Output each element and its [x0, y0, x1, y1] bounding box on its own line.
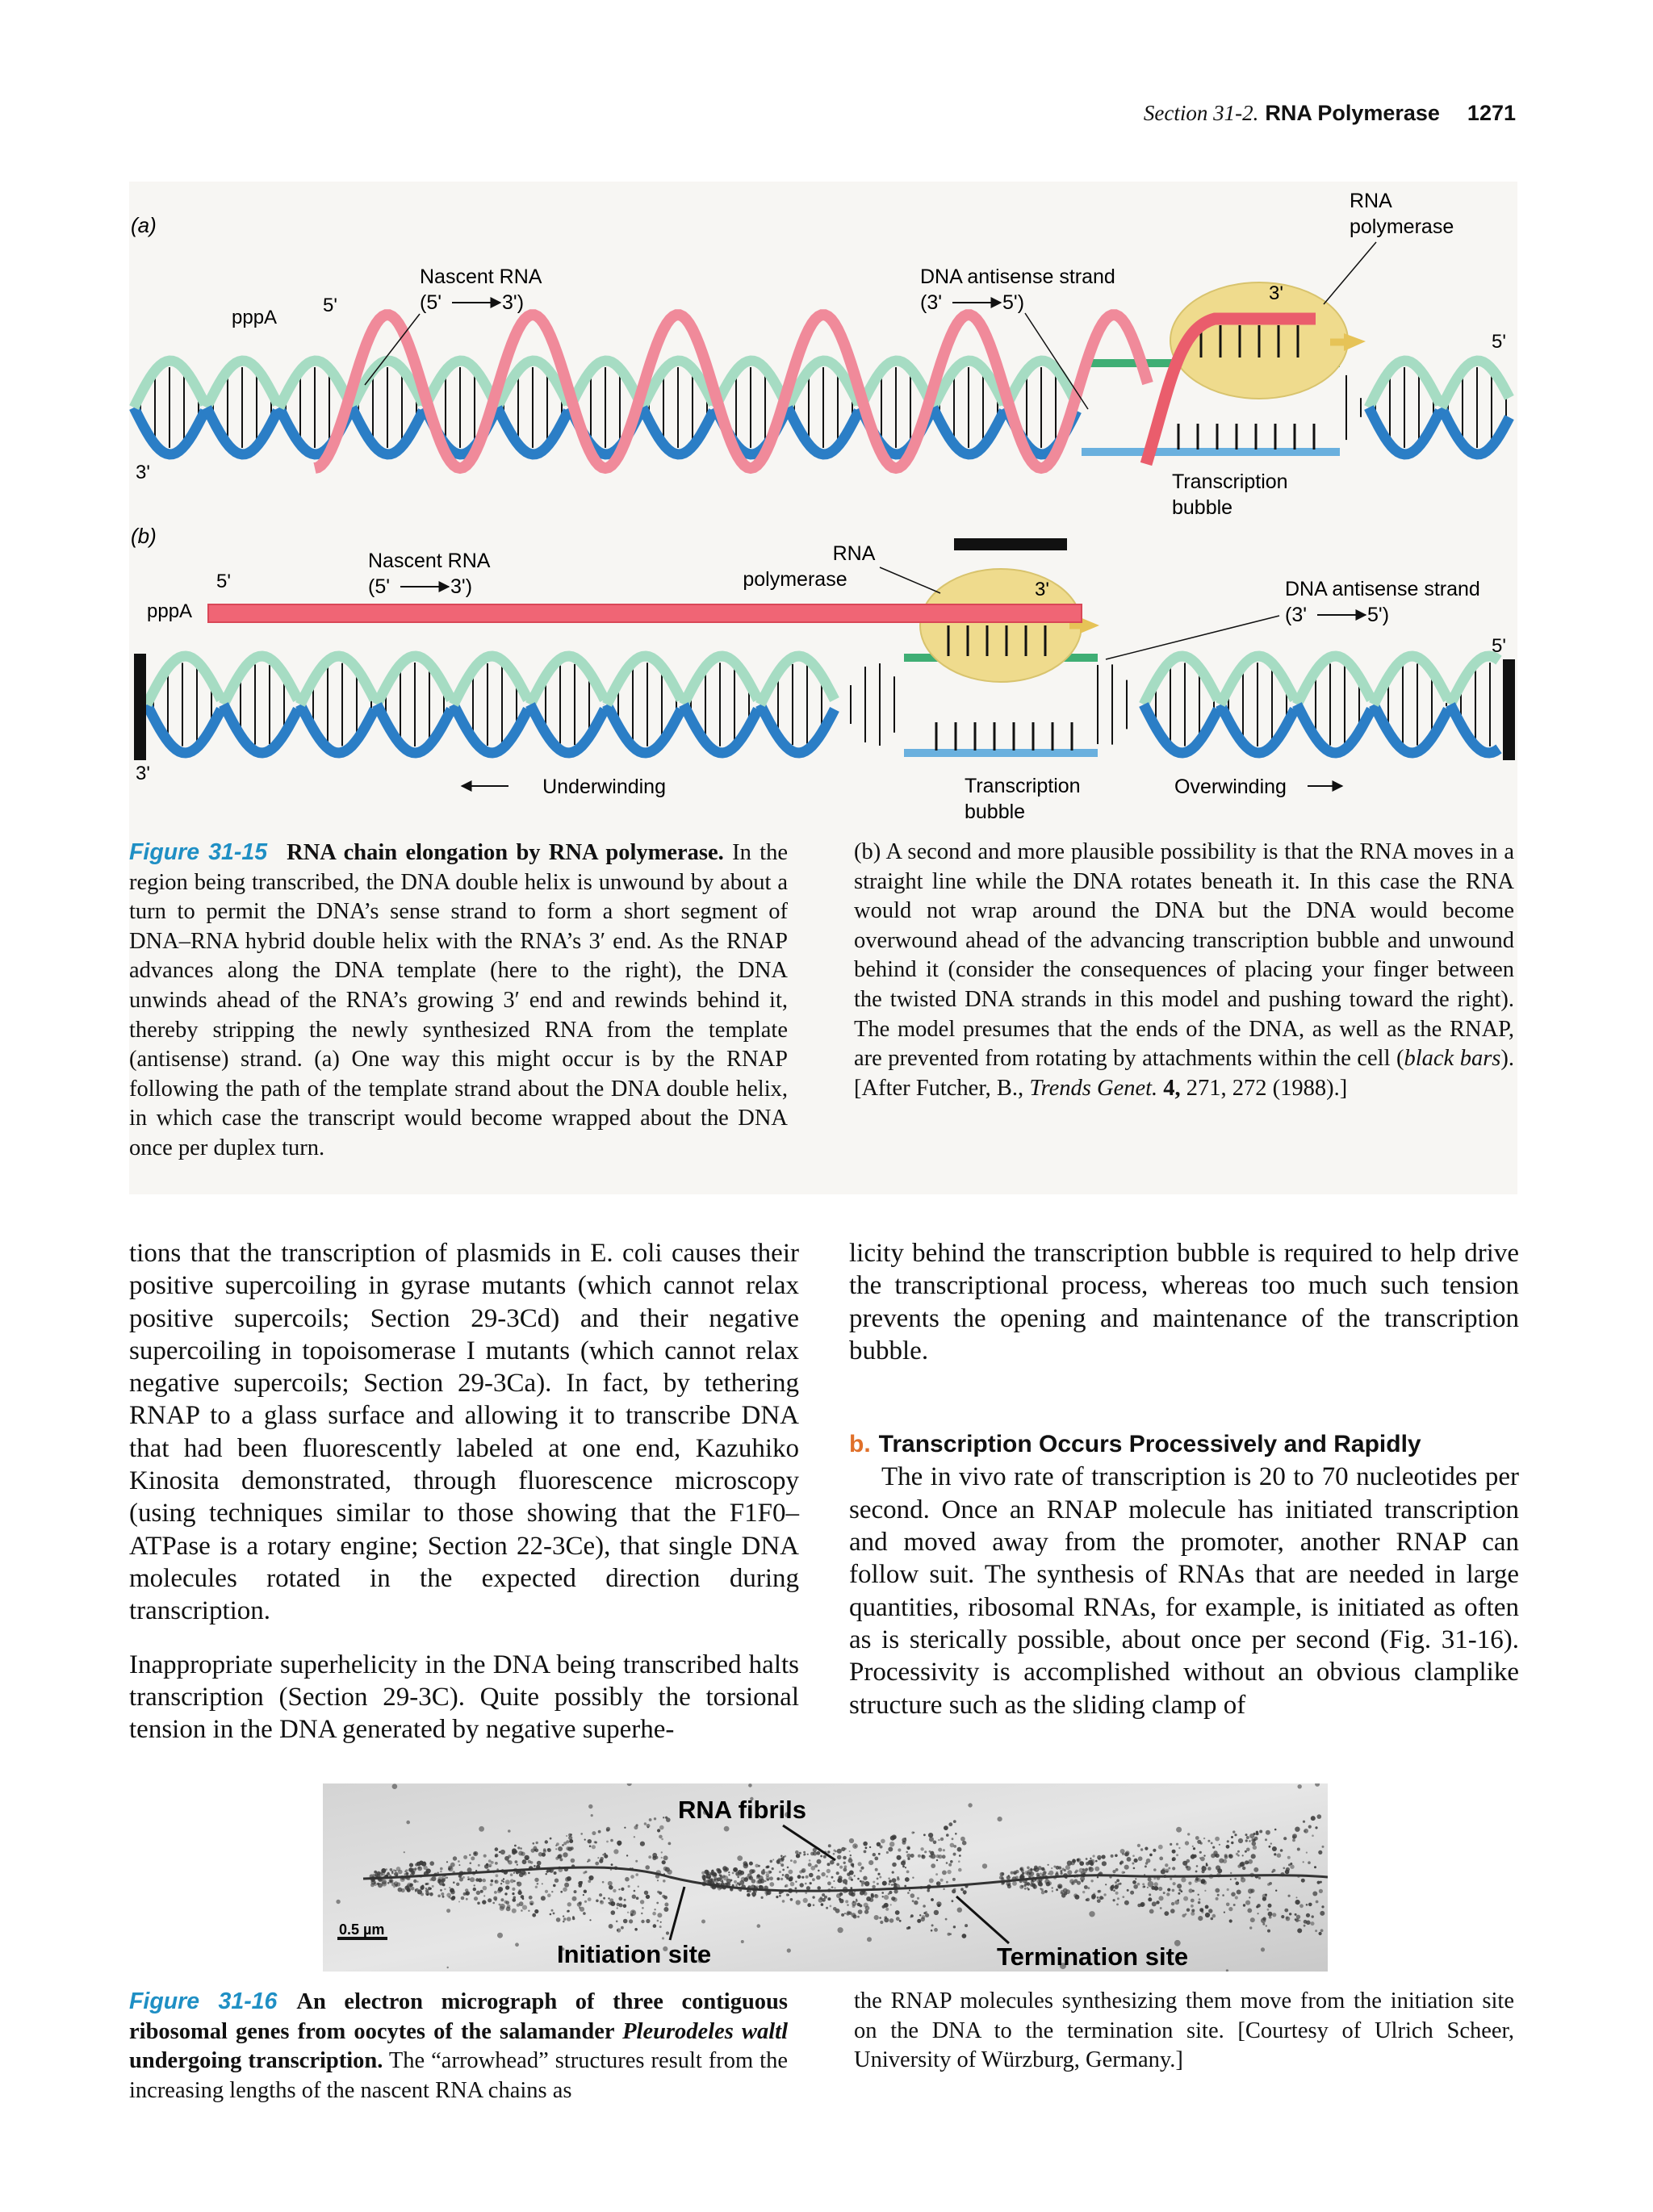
- label-nascent-rna-b: Nascent RNA: [368, 550, 491, 572]
- running-header: [1144, 101, 1516, 126]
- label-bubble-a-2: bubble: [1172, 496, 1233, 519]
- nascent-rna-straight-b: [208, 604, 1082, 622]
- micrograph-label-rna-fibrils: RNA fibrils: [678, 1796, 807, 1824]
- body-left-paragraph-2: Inappropriate superhelicity in the DNA being transcribed halts transcription (Section 29-3C). Quite possibly the torsional tension in the DNA generated by negative superhe-: [129, 1650, 799, 1745]
- label-3prime-b: 3': [136, 763, 150, 784]
- label-underwinding: Underwinding: [542, 776, 666, 798]
- label-rna-pol-a-2: polymerase: [1350, 215, 1454, 238]
- caption15-right-1: (b) A second and more plausible possibility is that the RNA moves in a straight line while the DNA rotates beneath it. In this case the RNA would not wrap around the DNA but the DNA would become overwound ahead of the advancing transcription bubble and unwound behind it (consider the consequences of placing your finger between the twisted DNA strands in this model and pushing toward the right). The model presumes that the ends of the DNA, as well as the RNAP, are prevented from rotating by attachments within the cell (: [854, 839, 1514, 1072]
- caption15-journal: Trends Genet.: [1029, 1075, 1158, 1101]
- label-overwinding: Overwinding: [1174, 776, 1287, 798]
- label-antisense-a: DNA antisense strand: [920, 266, 1115, 288]
- label-nascent-dir-a: (5' 3'): [420, 291, 525, 314]
- subsection-title: Transcription Occurs Processively and Rapidly: [878, 1431, 1421, 1458]
- label-pppA-b: pppA: [147, 600, 193, 622]
- label-nascent-dir-b: (5' 3'): [368, 575, 473, 598]
- caption15-right-italic: black bars: [1404, 1046, 1501, 1072]
- polymerase-black-bar: [954, 538, 1067, 550]
- caption16-right-text: the RNAP molecules synthesizing them move from the initiation site on the DNA to the termination site. [Courtesy of Ulrich Scheer, University of Würzburg, Germany.]: [854, 1988, 1514, 2073]
- label-rna-pol-b-1: RNA: [832, 542, 876, 565]
- label-pppA-a: pppA: [232, 307, 278, 328]
- bubble-base-stubs-a: [1178, 424, 1314, 450]
- body-right-paragraph-1: licity behind the transcription bubble is required to help drive the transcriptional process, whereas too much such tension prevents the opening and maintenance of the transcription bubble.: [849, 1239, 1519, 1365]
- label-bubble-b-2: bubble: [965, 801, 1026, 819]
- label-3prime-a: 3': [136, 462, 150, 483]
- subsection-heading: [849, 1428, 1519, 1461]
- label-3prime-rna-b: 3': [1035, 579, 1049, 600]
- label-bubble-a-1: Transcription: [1172, 470, 1288, 493]
- body-right-column: [849, 1237, 1519, 1721]
- figure-31-15-caption-right: [854, 838, 1514, 1103]
- caption15-bold: RNA chain elongation by RNA polymerase.: [287, 840, 724, 865]
- panel-a-label: (a): [131, 213, 157, 237]
- label-antisense-b: DNA antisense strand: [1285, 578, 1480, 600]
- label-antisense-dir-a: (3' 5'): [920, 291, 1025, 314]
- label-antisense-dir-b: (3' 5'): [1285, 604, 1390, 626]
- electron-micrograph: [323, 1783, 1328, 1972]
- body-left-column: [129, 1237, 799, 1746]
- right-black-bar: [1503, 659, 1515, 760]
- caption15-right-2: ). [After Futcher, B.,: [854, 1046, 1514, 1101]
- caption15-right-3: 271, 272 (1988).]: [1180, 1075, 1348, 1101]
- scale-bar-label: 0.5 µm: [339, 1921, 385, 1938]
- figure-31-16-caption-right: [854, 1987, 1514, 2076]
- rna-polymerase-b: [920, 569, 1082, 682]
- body-left-paragraph-1: tions that the transcription of plasmids in E. coli causes their positive supercoiling in gyrase mutants (which cannot relax positive supercoils; Section 29-3Cd) and their negative supercoiling in topoisomerase I mutants (which cannot relax negative supercoils; Section 29-3Ca). In fact, by tethering RNAP to a glass surface and allowing it to transcribe DNA that had been fluorescently labeled at one end, Kazuhiko Kinosita demonstrated, through fluorescence microscopy (using techniques similar to those showing that the F1F0–ATPase is a rotary engine; Section 22-3Ce), that single DNA molecules rotated in the expected direction during transcription.: [129, 1239, 799, 1626]
- panel-b: [131, 524, 1515, 819]
- micrograph-label-termination: Termination site: [997, 1942, 1189, 1971]
- panel-a: [131, 190, 1509, 519]
- label-3prime-rna-a: 3': [1269, 282, 1283, 304]
- figure-31-15-diagram: [129, 182, 1517, 819]
- figure-31-15-caption-left: [129, 838, 788, 1164]
- leader-rna-pol-b: [880, 567, 940, 593]
- label-5prime-a: 5': [323, 295, 337, 316]
- header-section: Section 31-2.: [1143, 101, 1259, 125]
- label-rna-pol-a-1: RNA: [1350, 190, 1392, 212]
- figure-31-16-label: Figure 31-16: [129, 1988, 278, 2014]
- panel-b-label: (b): [131, 524, 157, 548]
- label-nascent-rna-a: Nascent RNA: [420, 266, 542, 288]
- label-5prime-right-b: 5': [1492, 635, 1506, 657]
- label-5prime-right-a: 5': [1492, 331, 1506, 353]
- figure-31-15-label: Figure 31-15: [129, 839, 268, 865]
- header-title: RNA Polymerase: [1265, 101, 1440, 125]
- subsection-letter: b.: [849, 1431, 871, 1458]
- label-rna-pol-b-2: polymerase: [743, 568, 847, 591]
- label-5prime-b: 5': [216, 571, 231, 592]
- caption16-bold-2: undergoing transcription.: [129, 2048, 383, 2074]
- polymerase-direction-arrow-a: [1344, 333, 1366, 351]
- caption16-species: Pleurodeles waltl: [622, 2018, 788, 2044]
- caption16-left-text: The “arrowhead” structures result from the increasing lengths of the nascent RNA chains as: [129, 2048, 788, 2103]
- page-number: 1271: [1467, 101, 1516, 125]
- bubble-base-stubs-b: [936, 722, 1072, 751]
- label-bubble-b-1: Transcription: [965, 775, 1081, 797]
- nascent-rna-ribbon-a: [315, 315, 1148, 468]
- micrograph-label-initiation: Initiation site: [557, 1940, 712, 1968]
- caption15-volume: 4,: [1157, 1075, 1181, 1101]
- left-black-bar: [134, 654, 146, 760]
- body-right-paragraph-2: The in vivo rate of transcription is 20 to 70 nucleotides per second. Once an RNAP molecule has initiated transcription and moved away from the promoter, another RNAP can follow suit. The synthesis of RNAs that are needed in large quantities, ribosomal RNAs, for example, is initiated as often as is sterically possible, about once per second (Fig. 31-16). Processivity is accomplished without an obvious clamplike structure such as the sliding clamp of: [849, 1462, 1519, 1720]
- caption16-bold: An electron micrograph of three contiguous ribosomal genes from oocytes of the salamander: [129, 1989, 788, 2044]
- figure-31-16-caption-left: [129, 1987, 788, 2105]
- caption15-left-text: In the region being transcribed, the DNA double helix is unwound by about a turn to permit the DNA’s sense strand to form a short segment of DNA–RNA hybrid double helix with the RNA’s 3′ end. As the RNAP advances along the DNA template (here to the right), the DNA unwinds ahead of the RNA’s growing 3′ end and rewinds behind it, thereby stripping the newly synthesized RNA from the template (antisense) strand. (a) One way this might occur is by the RNAP following the path of the template strand about the DNA double helix, in which case the transcript would become wrapped about the DNA once per duplex turn.: [129, 840, 788, 1160]
- dna-double-helix-b: [147, 656, 1499, 753]
- leader-rna-pol-a: [1324, 242, 1376, 304]
